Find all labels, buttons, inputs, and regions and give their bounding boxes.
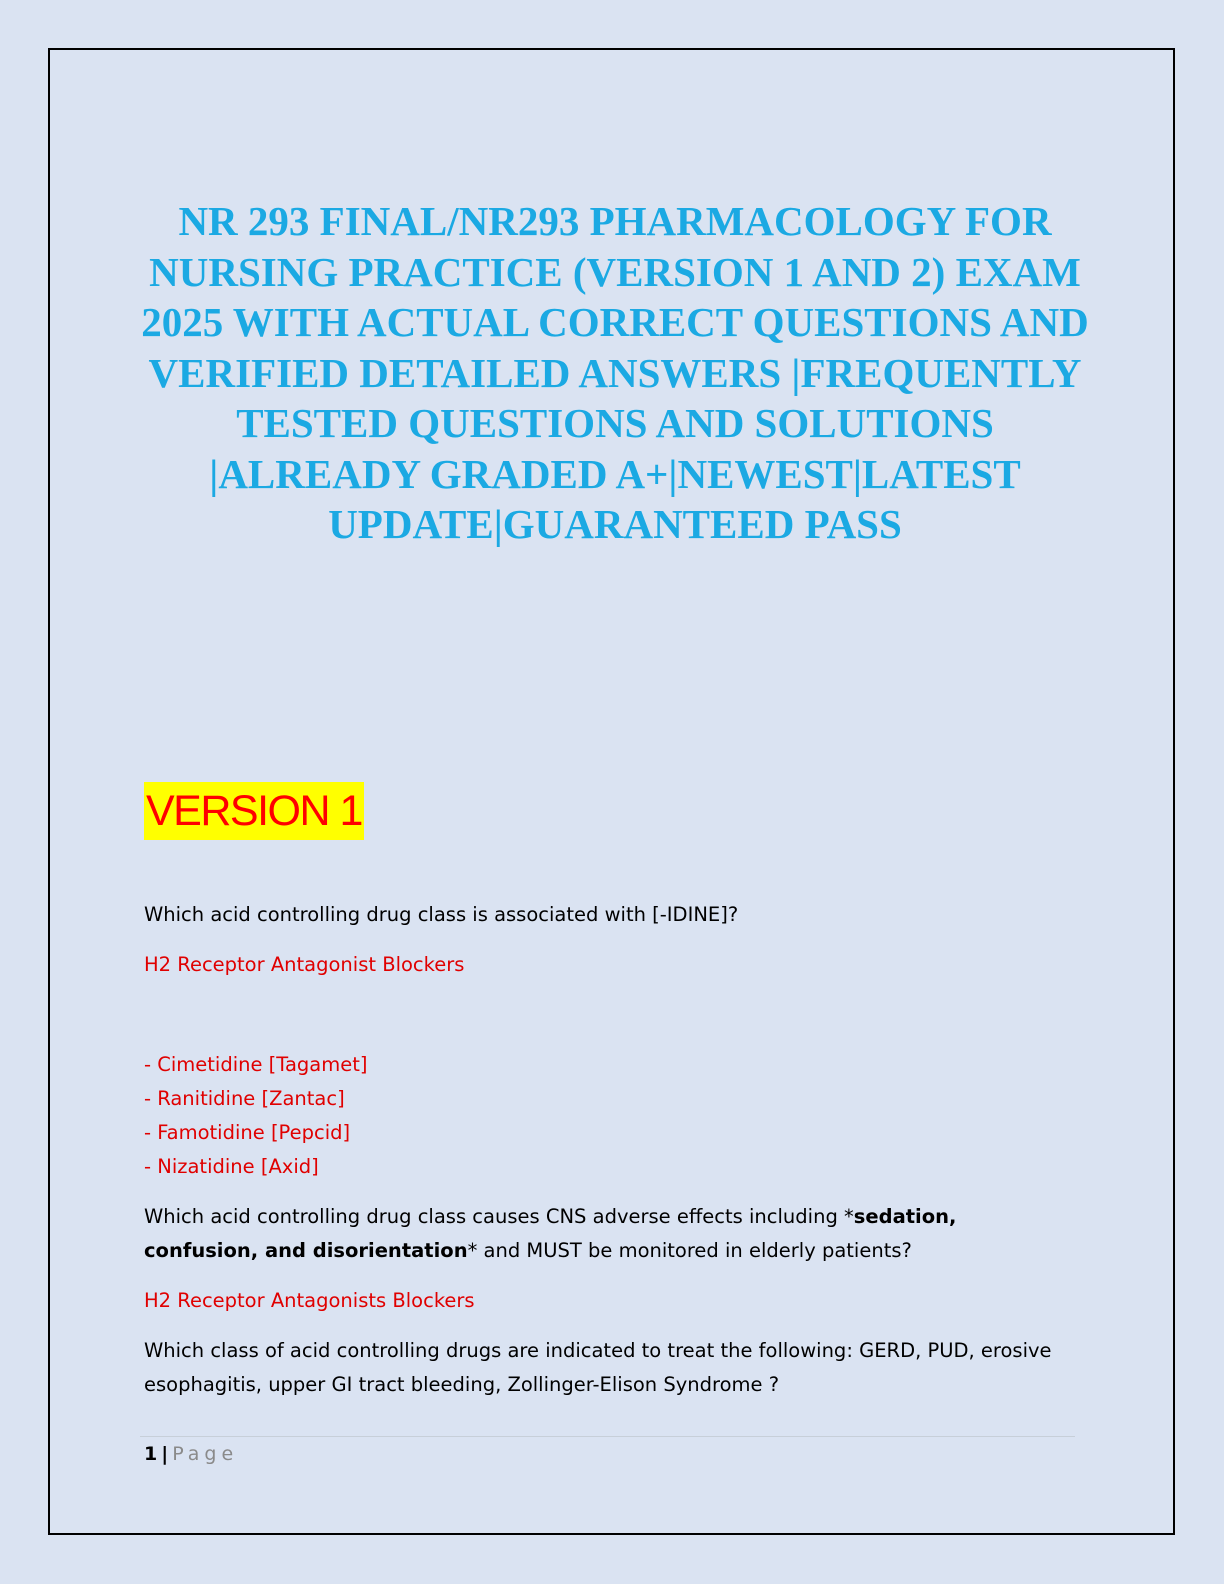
drug-list — [144, 1048, 1064, 1184]
answer-1: H2 Receptor Antagonist Blockers — [144, 953, 465, 976]
page-label: Page — [172, 1443, 239, 1465]
question-2-text-start: Which acid controlling drug class causes CNS adverse effects including * — [144, 1205, 854, 1228]
question-2-bold-text: sedation, confusion, and disorientation — [144, 1205, 957, 1262]
answer-2: H2 Receptor Antagonists Blockers — [144, 1289, 475, 1312]
question-3: Which class of acid controlling drugs are indicated to treat the following: GERD, PUD, erosive esophagitis, upper GI tract bleeding, Zollinger-Elison Syndrome ? — [144, 1339, 1052, 1396]
page-footer — [144, 1440, 238, 1468]
spacer — [144, 998, 1064, 1048]
document-body — [144, 898, 1064, 1418]
footer-divider — [140, 1436, 1075, 1437]
page-number: 1 — [144, 1443, 158, 1465]
question-2-text-end: * and MUST be monitored in elderly patients? — [467, 1239, 912, 1262]
question-2 — [144, 1200, 1064, 1268]
list-item: - Famotidine [Pepcid] — [144, 1121, 351, 1144]
list-item: - Cimetidine [Tagamet] — [144, 1053, 368, 1076]
document-title: NR 293 FINAL/NR293 PHARMACOLOGY FOR NURSING PRACTICE (VERSION 1 AND 2) EXAM 2025 WITH ACTUAL CORRECT QUESTIONS AND VERIFIED DETAILED ANSWERS |FREQUENTLY TESTED QUESTIONS AND SOLUTIONS |ALREADY GRADED A+|NEWEST|LATEST UPDATE|GUARANTEED PASS — [141, 198, 1089, 547]
list-item: - Ranitidine [Zantac] — [144, 1087, 345, 1110]
list-item: - Nizatidine [Axid] — [144, 1155, 319, 1178]
footer-separator: | — [161, 1443, 169, 1465]
section-heading: VERSION 1 — [144, 782, 364, 840]
question-1: Which acid controlling drug class is associated with [-IDINE]? — [144, 903, 739, 926]
